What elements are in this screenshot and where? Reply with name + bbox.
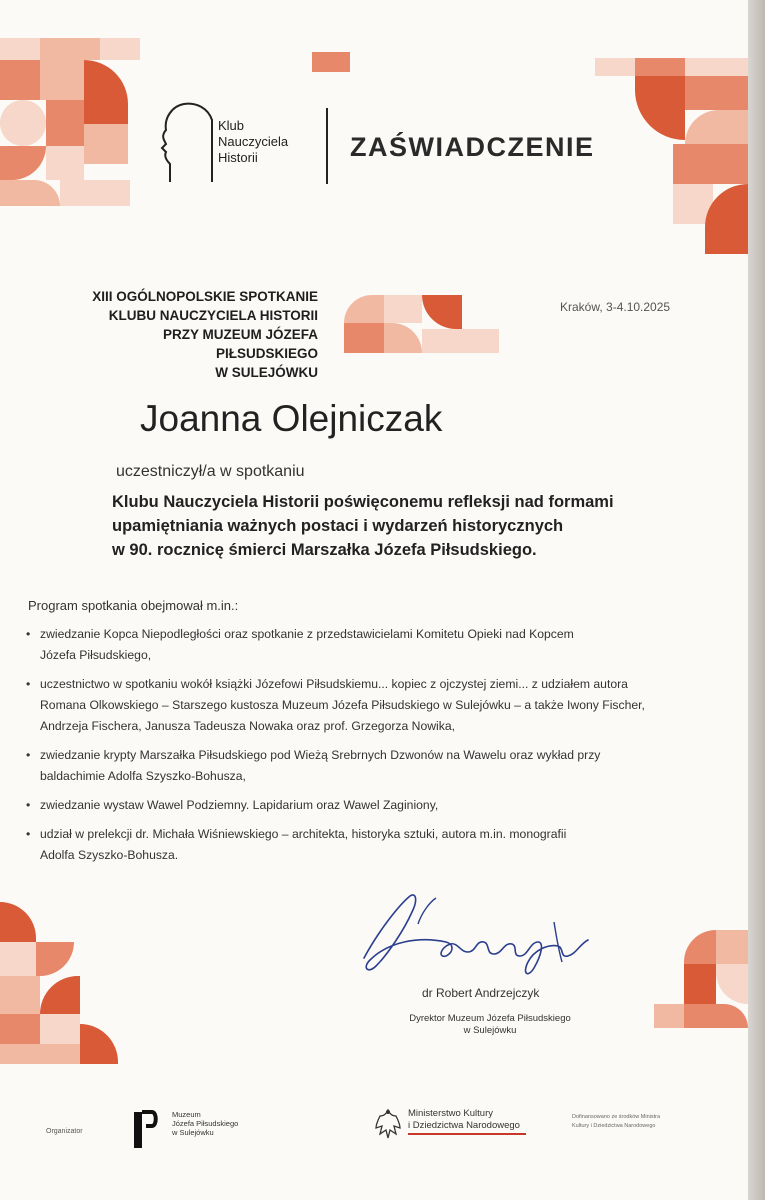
meeting-topic: Klubu Nauczyciela Historii poświęconemu refleksji nad formami upamiętniania ważnych postaci i wydarzeń historycznych w 90. rocznicę śmierci Marszałka Józefa Piłsudskiego. — [112, 493, 614, 559]
handwritten-signature — [358, 882, 594, 982]
museum-p-logo-icon — [132, 1110, 158, 1150]
ministry-name: Ministerstwo Kultury i Dziedzictwa Narodowego — [408, 1108, 520, 1131]
list-item: • zwiedzanie Kopca Niepodległości oraz spotkanie z przedstawicielami Komitetu Opieki nad Kopcem Józefa Piłsudskiego, — [26, 624, 716, 666]
program-label: Program spotkania obejmował m.in.: — [28, 598, 239, 613]
ministry-underline — [408, 1133, 526, 1135]
list-item: • zwiedzanie wystaw Wawel Podziemny. Lapidarium oraz Wawel Zaginiony, — [26, 795, 716, 816]
list-item: • udział w prelekcji dr. Michała Wiśniewskiego – architekta, historyka sztuki, autora m.in. monografii Adolfa Szyszko-Bohusza. — [26, 824, 716, 866]
program-list — [26, 624, 716, 874]
list-item: • zwiedzanie krypty Marszałka Piłsudskiego pod Wieżą Srebrnych Dzwonów na Wawelu oraz wykład przy baldachimie Adolfa Szyszko-Bohusza, — [26, 745, 716, 787]
recipient-name: Joanna Olejniczak — [140, 398, 443, 439]
organizer-label: Organizator — [46, 1128, 83, 1135]
decor-bottom-left — [0, 902, 118, 1072]
signatory-name: dr Robert Andrzejczyk — [422, 986, 540, 1000]
eagle-emblem-icon — [374, 1106, 402, 1140]
background-edge — [748, 0, 765, 1200]
header-divider — [326, 108, 328, 184]
participation-text: uczestniczył/a w spotkaniu — [116, 463, 305, 480]
signatory-role: Dyrektor Muzeum Józefa Piłsudskiego w Sulejówku — [409, 1013, 571, 1036]
list-item: • uczestnictwo w spotkaniu wokół książki Józefowi Piłsudskiemu... kopiec z ojczystej ziemi... z udziałem autora Romana Olkowskiego – Starszego kustosza Muzeum Józefa Piłsudskiego w Sulejówku – a także Iwony Fischer, Andrzeja Fischera, Janusza Tadeusza Nowaka oraz prof. Grzegorza Nowika, — [26, 674, 716, 737]
decor-bottom-right — [654, 930, 748, 1030]
museum-name: Muzeum Józefa Piłsudskiego w Sulejówku — [172, 1110, 239, 1137]
profile-head-icon — [160, 100, 214, 184]
cofunding-note: Dofinansowano ze środków Ministra Kultury i Dziedzictwa Narodowego — [572, 1114, 661, 1129]
place-date: Kraków, 3-4.10.2025 — [560, 300, 671, 314]
decor-small-block — [312, 52, 350, 72]
document-title: ZAŚWIADCZENIE — [350, 132, 595, 162]
decor-top-right — [595, 40, 748, 255]
event-title: XIII OGÓLNOPOLSKIE SPOTKANIE KLUBU NAUCZYCIELA HISTORII PRZY MUZEUM JÓZEFA PIŁSUDSKIEGO W SULEJÓWKU — [92, 289, 318, 380]
decor-top-left — [0, 38, 170, 208]
decor-middle — [344, 295, 499, 353]
club-name: Klub Nauczyciela Historii — [218, 118, 289, 165]
